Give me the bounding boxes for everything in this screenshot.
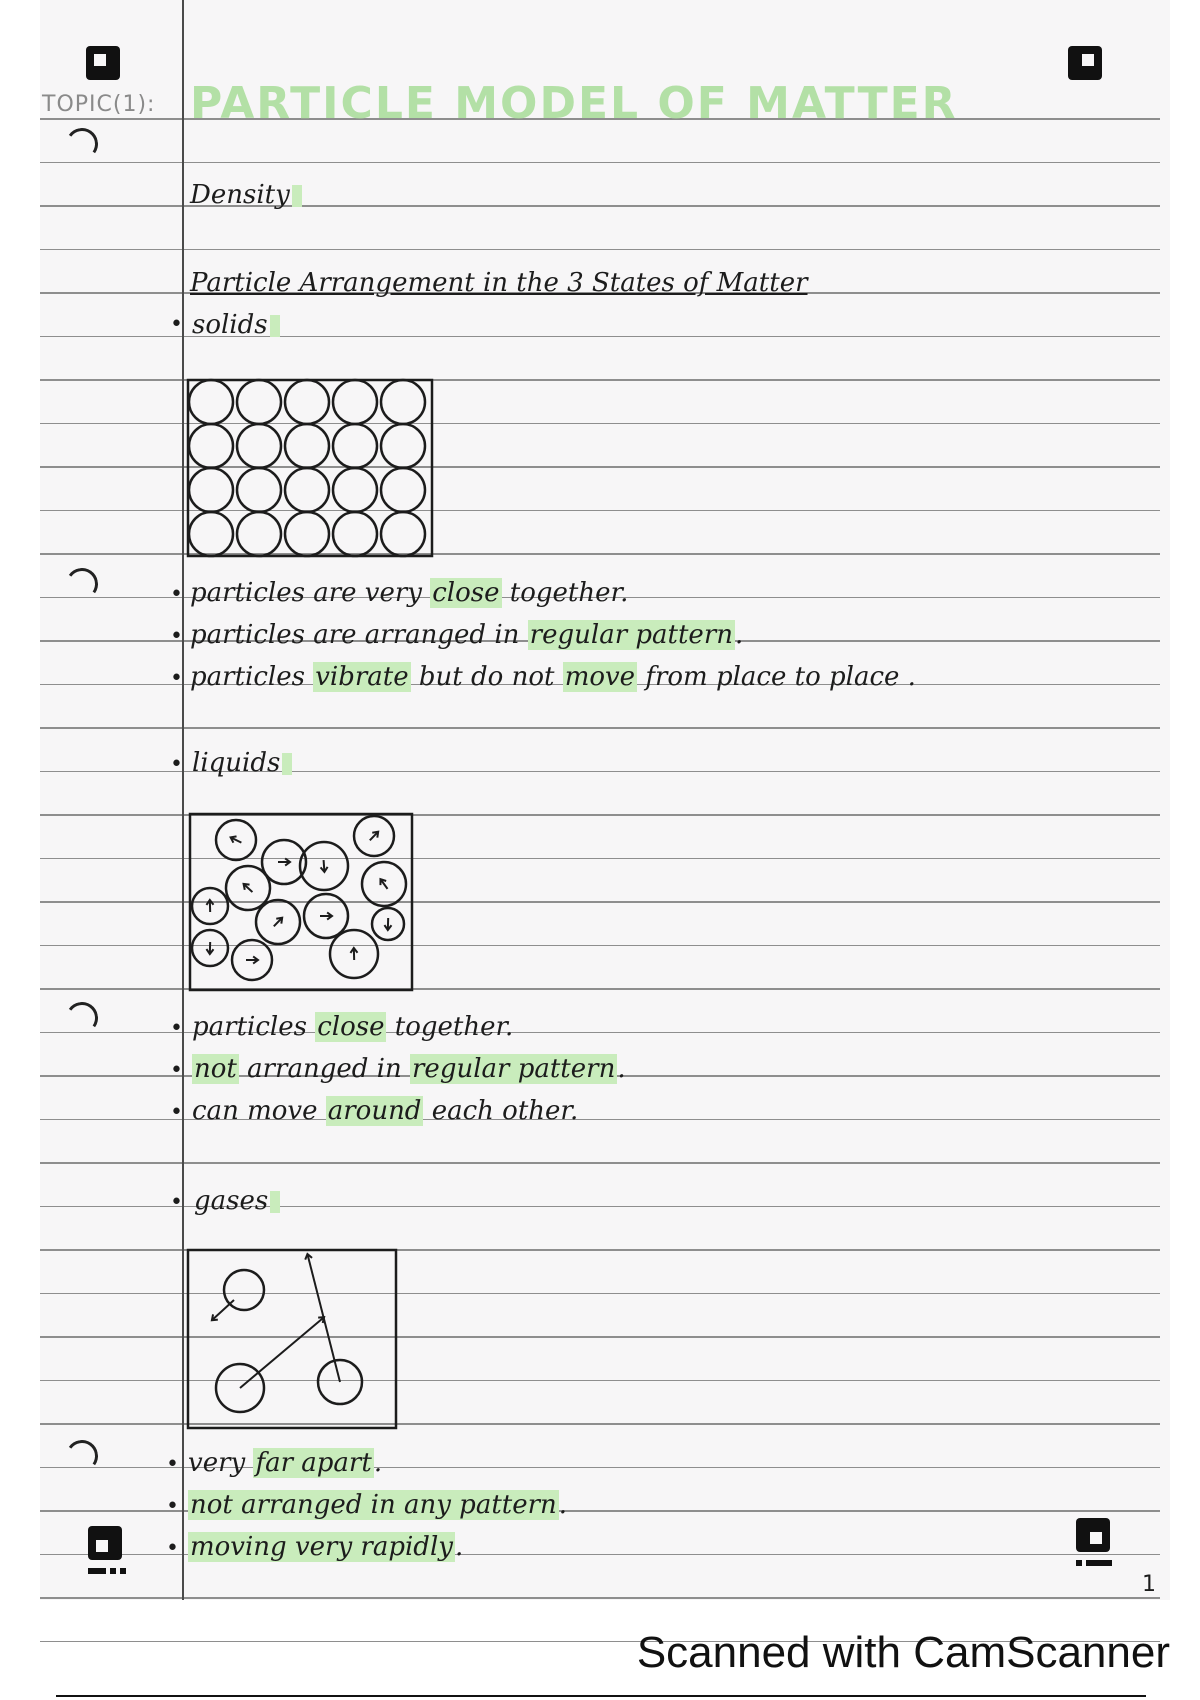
particle-circle [237,380,281,424]
scan-corner-marker-icon [88,1526,122,1560]
particle-circle [189,512,233,556]
particle-circle [189,468,233,512]
state-label-solids: solids [192,310,280,340]
particle-circle [333,380,377,424]
solid-note-2: particles are arranged in regular pattern. [190,620,744,650]
solid-note-3: particles vibrate but do not move from place to place . [190,662,916,692]
particle-circle [285,512,329,556]
particle-circle [381,512,425,556]
particle-circle [381,468,425,512]
particle-circle [333,512,377,556]
bullet: • [170,624,183,649]
liquid-note-2: not arranged in regular pattern. [194,1054,626,1084]
motion-arrow [307,1254,340,1382]
motion-arrow [240,1317,324,1388]
gas-note-2: not arranged in any pattern. [190,1490,568,1520]
topic-label: TOPIC(1): [42,92,156,117]
ruled-line [40,162,1160,164]
bullet: • [170,1058,183,1083]
motion-arrow [212,1300,234,1320]
liquid-note-1: particles close together. [192,1012,514,1042]
scan-marker-bars [1076,1560,1116,1566]
particle-circle [189,424,233,468]
particle-circle [237,512,281,556]
gas-particles-diagram [186,1248,400,1432]
particle-circle [381,380,425,424]
particle-circle [333,424,377,468]
page-number: 1 [1142,1572,1156,1597]
bullet: • [170,1100,183,1125]
particle-circle [237,424,281,468]
particle-circle [237,468,281,512]
bullet: • [170,582,183,607]
section-subheading: Particle Arrangement in the 3 States of Matter [190,268,808,298]
particle-circle [333,468,377,512]
footer-divider [56,1695,1146,1697]
liquid-note-3: can move around each other. [192,1096,579,1126]
bullet: • [166,1452,179,1477]
solid-note-1: particles are very close together. [190,578,629,608]
liquid-particles-diagram [188,812,418,994]
ruled-line [40,727,1160,729]
gas-note-3: moving very rapidly. [190,1532,464,1562]
ruled-line [40,1597,1160,1599]
bullet: • [170,752,183,777]
ruled-line [40,1162,1160,1164]
bullet: • [170,1016,183,1041]
scan-corner-marker-icon [86,46,120,80]
particle-circle [285,380,329,424]
bullet: • [170,1190,183,1215]
section-heading: Density [190,180,302,210]
scanner-watermark: Scanned with CamScanner [636,1628,1170,1677]
scan-marker-bars [88,1568,130,1574]
particle-circle [285,468,329,512]
solid-particles-diagram [186,378,436,562]
particle-circle [285,424,329,468]
container-box [190,814,412,990]
scan-corner-marker-icon [1068,46,1102,80]
gas-note-1: very far apart. [188,1448,383,1478]
state-label-liquids: liquids [192,748,292,778]
scan-corner-marker-icon [1076,1518,1110,1552]
ruled-line [40,249,1160,251]
margin-line [182,0,184,1600]
bullet: • [170,312,183,337]
bullet: • [166,1536,179,1561]
state-label-gases: gases [194,1186,280,1216]
page-title: PARTICLE MODEL OF MATTER [190,78,958,129]
bullet: • [166,1494,179,1519]
bullet: • [170,666,183,691]
particle-circle [381,424,425,468]
particle-circle [189,380,233,424]
